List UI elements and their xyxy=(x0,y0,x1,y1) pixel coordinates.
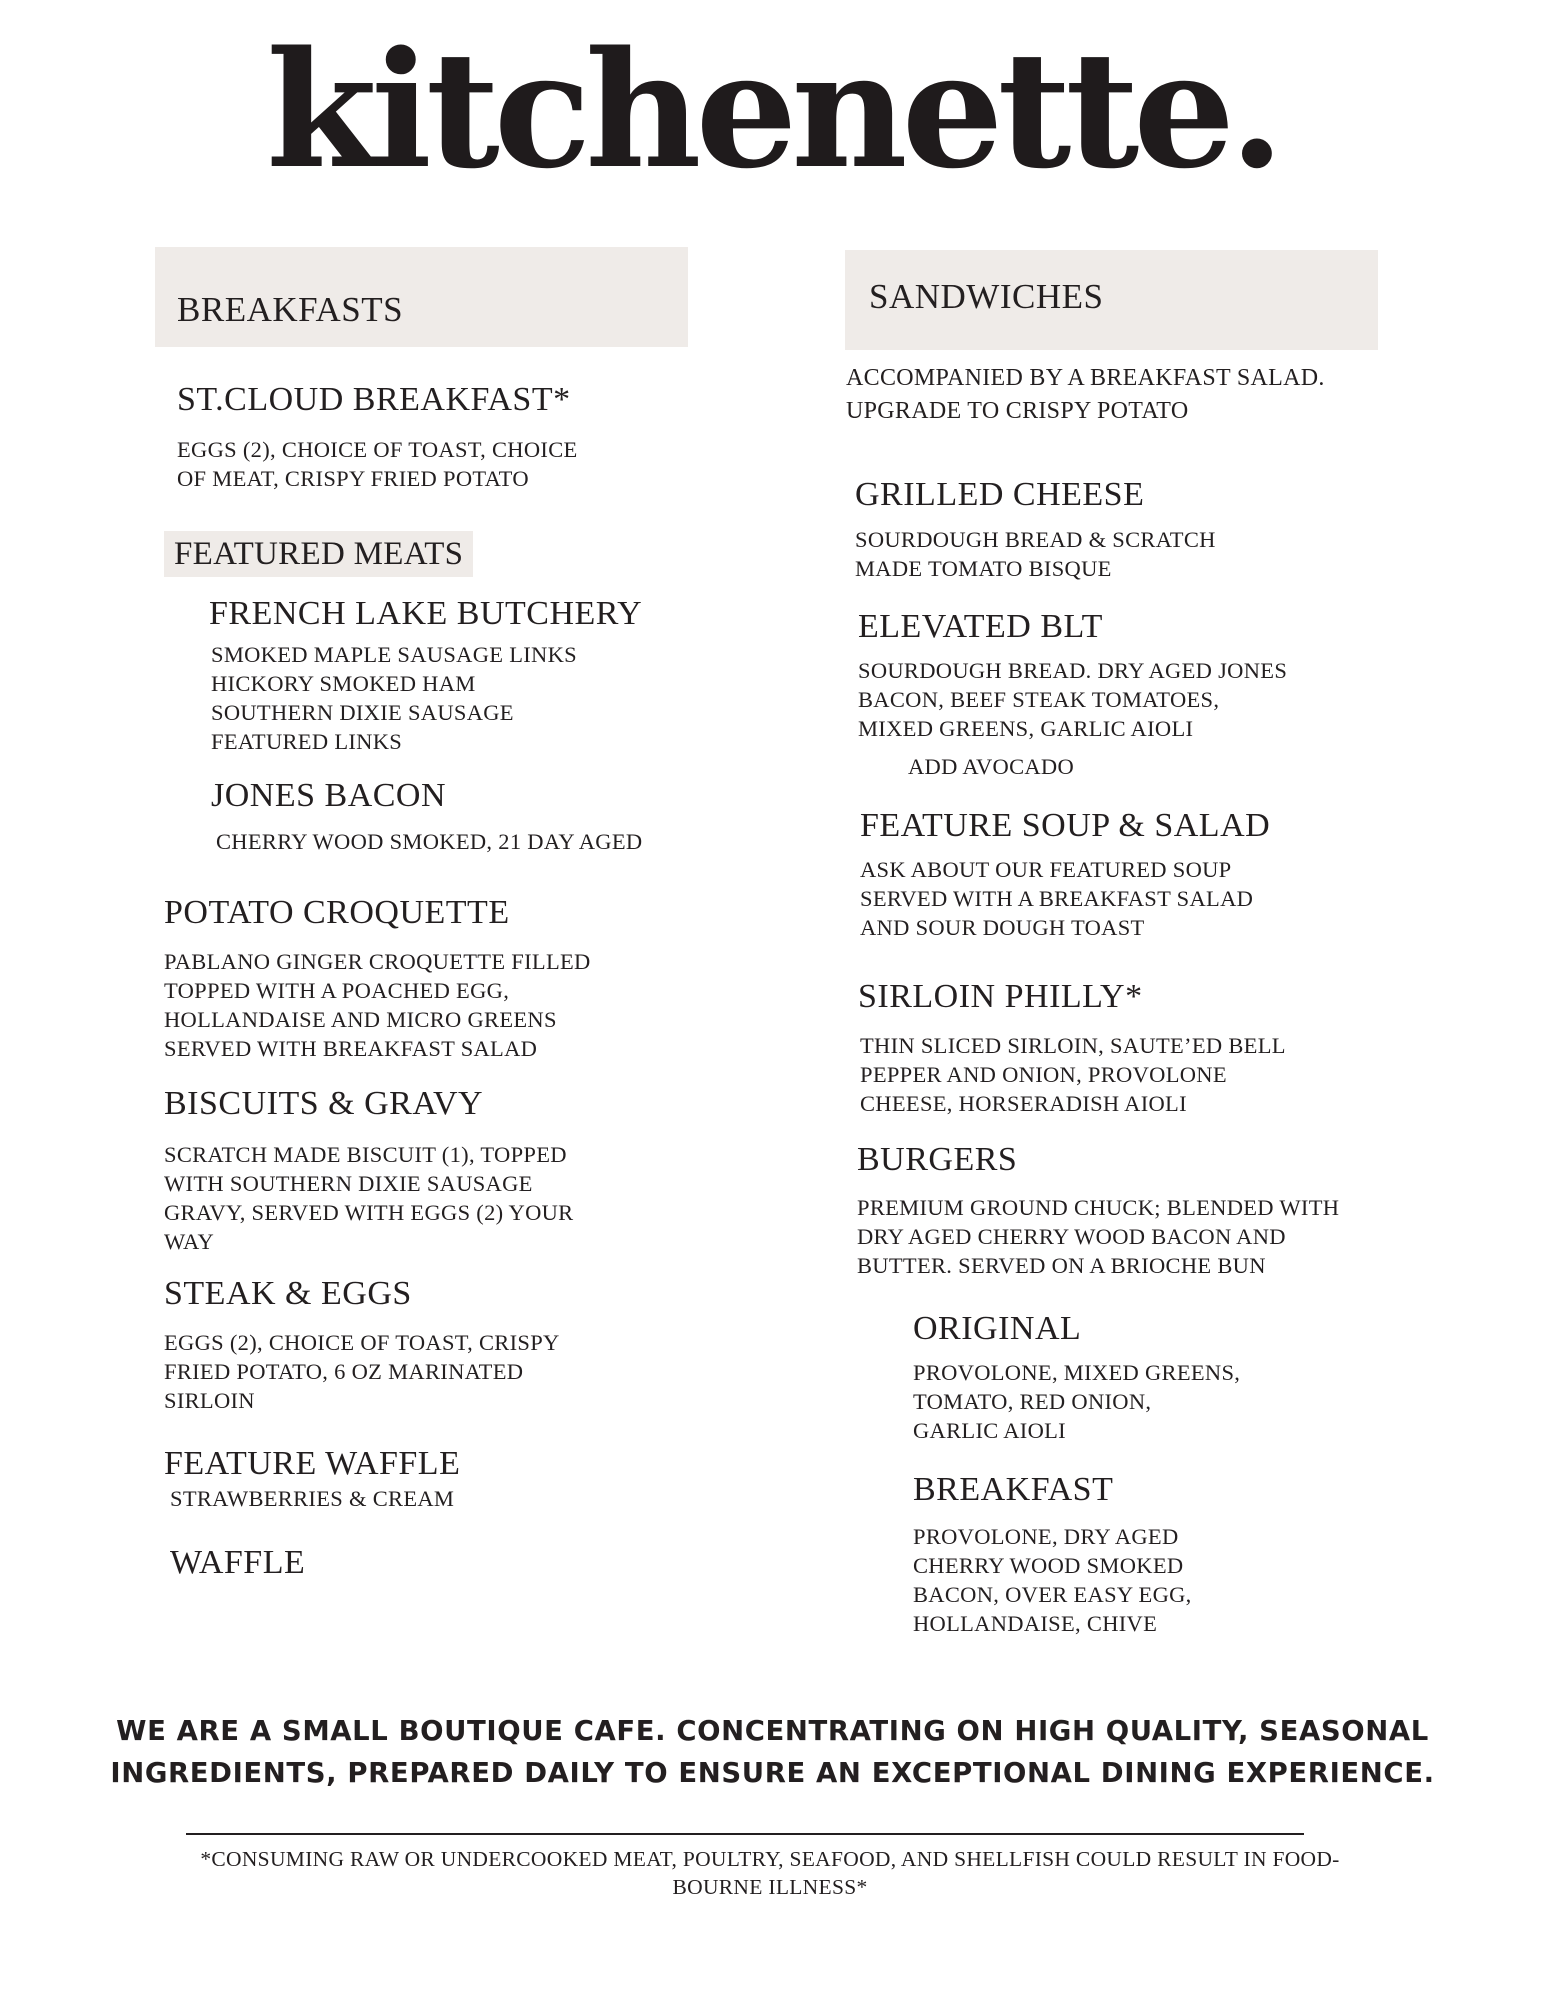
featured-meats-tag: FEATURED MEATS xyxy=(164,531,473,577)
breakfasts-header: BREAKFASTS xyxy=(177,290,404,329)
st-cloud-breakfast-title: ST.CLOUD BREAKFAST* xyxy=(177,381,571,418)
burgers-desc: PREMIUM GROUND CHUCK; BLENDED WITH DRY AGED CHERRY WOOD BACON AND BUTTER. SERVED ON A BRIOCHE BUN xyxy=(857,1195,1340,1278)
french-lake-butchery-desc: SMOKED MAPLE SAUSAGE LINKS HICKORY SMOKED HAM SOUTHERN DIXIE SAUSAGE FEATURED LINKS xyxy=(211,642,577,754)
feature-waffle-title: FEATURE WAFFLE xyxy=(164,1445,461,1482)
footer-divider xyxy=(186,1833,1304,1835)
soup-salad-desc: ASK ABOUT OUR FEATURED SOUP SERVED WITH A BREAKFAST SALAD AND SOUR DOUGH TOAST xyxy=(860,857,1254,940)
jones-bacon-title: JONES BACON xyxy=(211,777,447,814)
soup-salad-title: FEATURE SOUP & SALAD xyxy=(860,807,1271,844)
feature-waffle-desc: STRAWBERRIES & CREAM xyxy=(170,1486,455,1511)
original-burger-desc: PROVOLONE, MIXED GREENS, TOMATO, RED ONION, GARLIC AIOLI xyxy=(913,1360,1241,1443)
breakfast-burger-desc: PROVOLONE, DRY AGED CHERRY WOOD SMOKED BACON, OVER EASY EGG, HOLLANDAISE, CHIVE xyxy=(913,1524,1192,1636)
burgers-title: BURGERS xyxy=(857,1141,1018,1178)
sirloin-philly-title: SIRLOIN PHILLY* xyxy=(858,978,1143,1015)
logo: kitchenette. xyxy=(266,16,1279,204)
steak-eggs-title: STEAK & EGGS xyxy=(164,1275,412,1312)
sandwiches-header: SANDWICHES xyxy=(869,277,1104,316)
original-burger-title: ORIGINAL xyxy=(913,1310,1082,1347)
jones-bacon-desc: CHERRY WOOD SMOKED, 21 DAY AGED xyxy=(216,829,643,854)
potato-croquette-desc: PABLANO GINGER CROQUETTE FILLED TOPPED WITH A POACHED EGG, HOLLANDAISE AND MICRO GREENS SERVED WITH BREAKFAST SALAD xyxy=(164,949,591,1061)
elevated-blt-desc: SOURDOUGH BREAD. DRY AGED JONES BACON, BEEF STEAK TOMATOES, MIXED GREENS, GARLIC AIOLI xyxy=(858,658,1288,741)
sirloin-philly-desc: THIN SLICED SIRLOIN, SAUTE’ED BELL PEPPER AND ONION, PROVOLONE CHEESE, HORSERADISH AIOLI xyxy=(860,1033,1286,1116)
breakfast-burger-title: BREAKFAST xyxy=(913,1471,1114,1508)
sandwiches-note: ACCOMPANIED BY A BREAKFAST SALAD. UPGRADE TO CRISPY POTATO xyxy=(846,365,1325,424)
steak-eggs-desc: EGGS (2), CHOICE OF TOAST, CRISPY FRIED POTATO, 6 OZ MARINATED SIRLOIN xyxy=(164,1330,560,1413)
biscuits-gravy-title: BISCUITS & GRAVY xyxy=(164,1085,484,1122)
potato-croquette-title: POTATO CROQUETTE xyxy=(164,894,510,931)
disclaimer: *CONSUMING RAW OR UNDERCOOKED MEAT, POULTRY, SEAFOOD, AND SHELLFISH COULD RESULT IN FOOD- BOURNE ILLNESS* xyxy=(200,1847,1340,1899)
elevated-blt-title: ELEVATED BLT xyxy=(858,608,1103,645)
grilled-cheese-desc: SOURDOUGH BREAD & SCRATCH MADE TOMATO BISQUE xyxy=(855,527,1216,581)
waffle-title: WAFFLE xyxy=(170,1544,306,1581)
tagline: WE ARE A SMALL BOUTIQUE CAFE. CONCENTRATING ON HIGH QUALITY, SEASONAL INGREDIENTS, PREPARED DAILY TO ENSURE AN EXCEPTIONAL DINING EXPERIENCE. xyxy=(110,1715,1435,1789)
elevated-blt-addon: ADD AVOCADO xyxy=(908,754,1075,779)
st-cloud-breakfast-desc: EGGS (2), CHOICE OF TOAST, CHOICE OF MEAT, CRISPY FRIED POTATO xyxy=(177,437,578,491)
french-lake-butchery-title: FRENCH LAKE BUTCHERY xyxy=(209,595,643,632)
biscuits-gravy-desc: SCRATCH MADE BISCUIT (1), TOPPED WITH SOUTHERN DIXIE SAUSAGE GRAVY, SERVED WITH EGGS (2) YOUR WAY xyxy=(164,1142,574,1254)
grilled-cheese-title: GRILLED CHEESE xyxy=(855,476,1145,513)
